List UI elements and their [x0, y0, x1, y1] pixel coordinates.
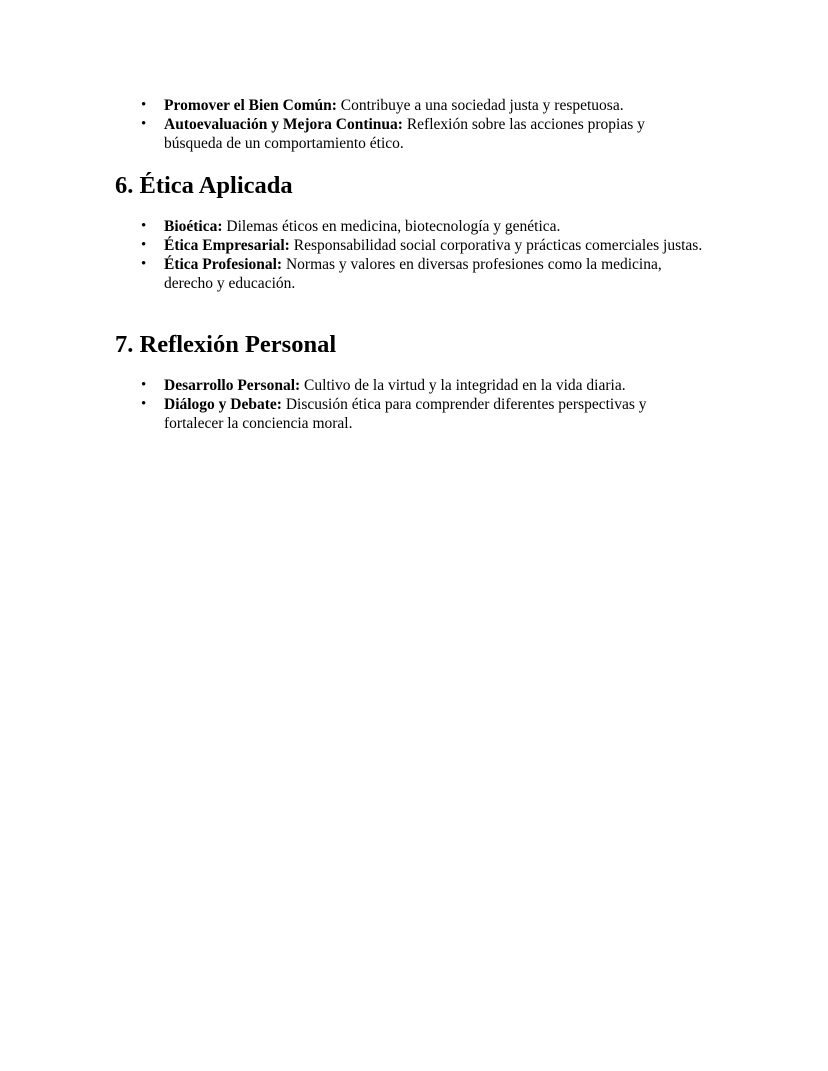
list-item-text: Reflexión sobre las acciones propias y búsqueda de un comportamiento ético.: [164, 116, 645, 152]
bullet-icon: •: [141, 256, 147, 272]
bullet-icon: •: [141, 116, 147, 132]
bullet-list-intro: [141, 96, 704, 153]
list-item-term: Diálogo y Debate:: [164, 396, 282, 413]
list-item-text: Contribuye a una sociedad justa y respetuosa.: [336, 97, 624, 114]
list-item-text: Normas y valores en diversas profesiones como la medicina, derecho y educación.: [164, 256, 662, 292]
list-item: [141, 115, 704, 153]
list-item-term: Bioética:: [164, 218, 223, 235]
section-heading-etica-aplicada: 6. Ética Aplicada: [115, 172, 293, 199]
list-item-text: Cultivo de la virtud y la integridad en la vida diaria.: [300, 377, 626, 394]
list-item: [141, 217, 704, 236]
bullet-icon: •: [141, 218, 147, 234]
section-heading-reflexion-personal: 7. Reflexión Personal: [115, 331, 337, 358]
list-item-term: Autoevaluación y Mejora Continua:: [164, 116, 403, 133]
bullet-icon: •: [141, 97, 147, 113]
list-item-term: Ética Empresarial:: [164, 237, 290, 254]
bullet-icon: •: [141, 237, 147, 253]
list-item-text: Dilemas éticos en medicina, biotecnología y genética.: [222, 218, 561, 235]
bullet-list-reflexion-personal: [141, 376, 704, 433]
list-item: [141, 255, 704, 293]
list-item-term: Desarrollo Personal:: [164, 377, 301, 394]
list-item: [141, 395, 704, 433]
bullet-icon: •: [141, 377, 147, 393]
bullet-icon: •: [141, 396, 147, 412]
list-item-text: Responsabilidad social corporativa y prácticas comerciales justas.: [289, 237, 703, 254]
list-item: [141, 376, 704, 395]
list-item-term: Promover el Bien Común:: [164, 97, 337, 114]
list-item: [141, 236, 704, 255]
list-item-text: Discusión ética para comprender diferentes perspectivas y fortalecer la conciencia moral.: [164, 396, 647, 432]
bullet-list-etica-aplicada: [141, 217, 704, 293]
list-item-term: Ética Profesional:: [164, 256, 283, 273]
list-item: [141, 96, 704, 115]
